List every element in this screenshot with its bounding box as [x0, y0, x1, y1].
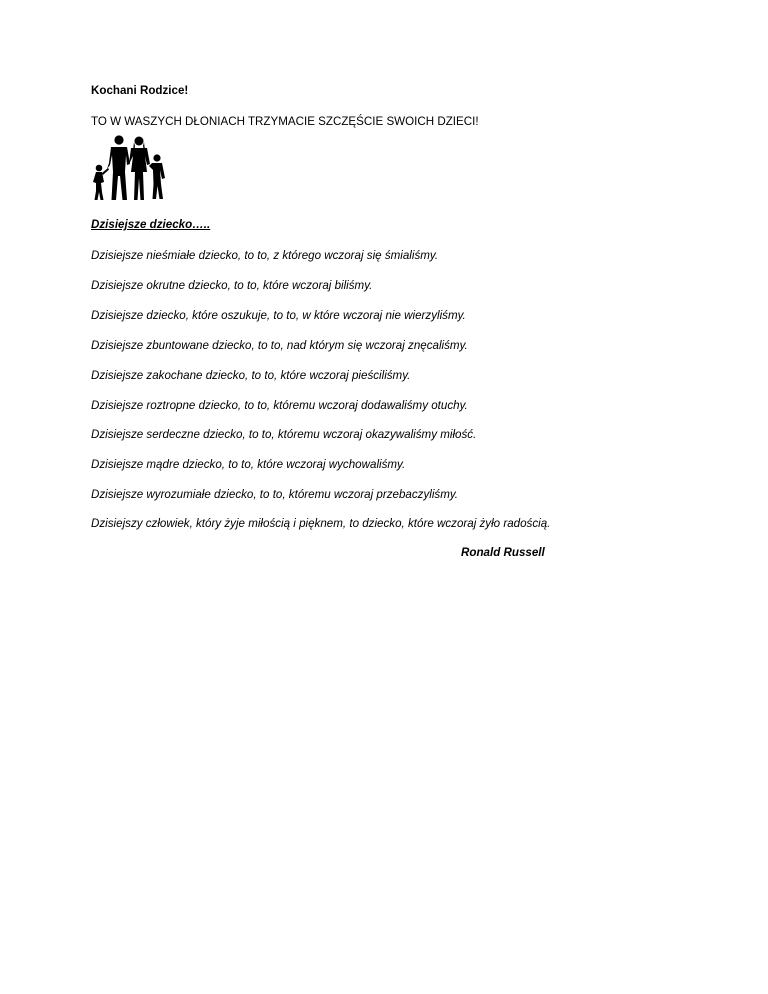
- poem-verse: Dzisiejsze dziecko, które oszukuje, to to, w które wczoraj nie wierzyliśmy.: [91, 309, 466, 322]
- poem-verse: Dzisiejsze okrutne dziecko, to to, które wczoraj biliśmy.: [91, 279, 373, 292]
- poem-verse: Dzisiejsze wyrozumiałe dziecko, to to, któremu wczoraj przebaczyliśmy.: [91, 488, 459, 501]
- poem-verse: Dzisiejsze serdeczne dziecko, to to, któremu wczoraj okazywaliśmy miłość.: [91, 428, 477, 441]
- headline: TO W WASZYCH DŁONIACH TRZYMACIE SZCZĘŚCIE SWOICH DZIECI!: [91, 115, 479, 128]
- poem-verse: Dzisiejsze nieśmiałe dziecko, to to, z którego wczoraj się śmialiśmy.: [91, 249, 439, 262]
- family-silhouette-icon: [89, 134, 169, 202]
- poem-verse: Dzisiejsze roztropne dziecko, to to, któremu wczoraj dodawaliśmy otuchy.: [91, 399, 468, 412]
- poem-verse: Dzisiejszy człowiek, który żyje miłością i pięknem, to dziecko, które wczoraj żyło radością.: [91, 517, 551, 530]
- greeting: Kochani Rodzice!: [91, 84, 189, 97]
- poem-verse: Dzisiejsze zakochane dziecko, to to, które wczoraj pieściliśmy.: [91, 369, 411, 382]
- poem-verse: Dzisiejsze zbuntowane dziecko, to to, nad którym się wczoraj znęcaliśmy.: [91, 339, 468, 352]
- poem-title: Dzisiejsze dziecko…..: [91, 218, 211, 231]
- author-signature: Ronald Russell: [461, 546, 545, 559]
- poem-verse: Dzisiejsze mądre dziecko, to to, które wczoraj wychowaliśmy.: [91, 458, 406, 471]
